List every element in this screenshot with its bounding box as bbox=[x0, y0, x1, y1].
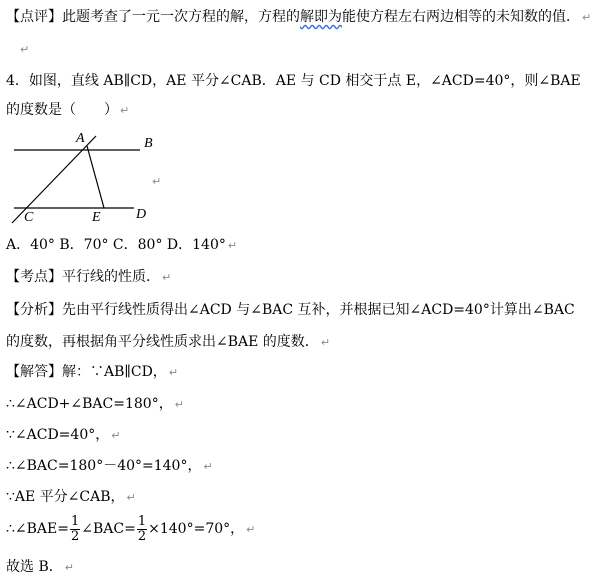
paragraph-mark-icon: ↵ bbox=[227, 239, 238, 252]
conclusion-text: 故选 B． bbox=[6, 559, 63, 575]
paragraph-mark-icon: ↵ bbox=[126, 491, 136, 504]
fenxi-line-1 bbox=[6, 301, 575, 319]
question-line-1: 4．如图，直线 AB∥CD，AE 平分∠CAB．AE 与 CD 相交于点 E，∠ACD=40°，则∠BAE bbox=[6, 73, 581, 89]
conclusion-line bbox=[6, 558, 74, 577]
options-text: A．40° B．70° C．80° D．140° bbox=[6, 237, 226, 253]
final-step-line bbox=[6, 514, 255, 545]
paragraph-mark-icon: ↵ bbox=[320, 336, 331, 349]
fraction-2-num: 1 bbox=[137, 513, 147, 529]
jieda-line bbox=[6, 363, 178, 382]
kaodian-tag: 【考点】 bbox=[6, 269, 62, 285]
jieda-tag: 【解答】 bbox=[6, 364, 62, 380]
comment-tag: 【点评】 bbox=[6, 9, 62, 25]
fraction-2-den: 2 bbox=[137, 528, 147, 544]
paragraph-mark-icon: ↵ bbox=[120, 104, 130, 117]
comment-text-wavy: 解即为 bbox=[300, 9, 342, 25]
kaodian-line bbox=[6, 268, 171, 287]
fenxi-text-2: 的度数，再根据角平分线性质求出∠BAE 的度数． bbox=[6, 334, 319, 350]
fraction-2 bbox=[137, 515, 147, 544]
comment-line bbox=[6, 8, 591, 27]
paragraph-mark-icon: ↵ bbox=[64, 561, 74, 574]
jieda-text: 解：∵AB∥CD， bbox=[62, 364, 167, 380]
fenxi-line-2 bbox=[6, 333, 330, 352]
paragraph-mark-icon: ↵ bbox=[20, 43, 30, 56]
geometry-figure bbox=[0, 128, 200, 228]
paragraph-mark-icon: ↵ bbox=[168, 366, 179, 379]
paragraph-mark-icon: ↵ bbox=[111, 429, 121, 442]
fenxi-tag: 【分析】 bbox=[6, 302, 62, 318]
label-e: E bbox=[92, 210, 101, 225]
step-line-3 bbox=[6, 457, 213, 476]
final-part-3: ×140°=70°， bbox=[148, 521, 245, 537]
label-b: B bbox=[144, 136, 153, 151]
fraction-1 bbox=[70, 515, 80, 544]
line-ae bbox=[87, 146, 104, 208]
step-line-1 bbox=[6, 395, 184, 414]
comment-text-b: 能使方程左右两边相等的未知数的值． bbox=[342, 9, 580, 25]
fraction-1-num: 1 bbox=[71, 513, 80, 529]
label-a: A bbox=[76, 131, 85, 146]
blank-line bbox=[18, 40, 29, 59]
paragraph-mark-icon: ↵ bbox=[246, 523, 256, 536]
paragraph-mark-icon: ↵ bbox=[152, 175, 162, 188]
paragraph-mark-icon: ↵ bbox=[582, 11, 591, 24]
label-c: C bbox=[24, 210, 34, 225]
step-text: ∴∠ACD+∠BAC=180°， bbox=[6, 396, 173, 412]
step-text: ∵∠ACD=40°， bbox=[6, 427, 110, 443]
step-line-2 bbox=[6, 426, 120, 445]
fraction-1-den: 2 bbox=[71, 528, 80, 544]
paragraph-mark-icon: ↵ bbox=[162, 271, 172, 284]
label-d: D bbox=[136, 207, 147, 222]
paragraph-mark-icon: ↵ bbox=[203, 460, 213, 473]
final-part-2: ∠BAC= bbox=[81, 521, 136, 537]
figure-mark bbox=[150, 172, 161, 191]
options-line bbox=[6, 236, 237, 255]
step-text: ∵AE 平分∠CAB， bbox=[6, 489, 125, 505]
comment-text-a: 此题考查了一元一次方程的解，方程的 bbox=[62, 9, 300, 25]
final-part-1: ∴∠BAE= bbox=[6, 521, 69, 537]
step-text: ∴∠BAC=180°－40°=140°， bbox=[6, 458, 202, 474]
question-line-2 bbox=[6, 101, 129, 120]
kaodian-text: 平行线的性质． bbox=[62, 269, 160, 285]
paragraph-mark-icon: ↵ bbox=[174, 398, 184, 411]
fenxi-text-1: 先由平行线性质得出∠ACD 与∠BAC 互补，并根据已知∠ACD=40°计算出∠BAC bbox=[62, 302, 575, 318]
question-line-2-text: 的度数是（ ） bbox=[6, 102, 118, 118]
step-line-4 bbox=[6, 488, 136, 507]
